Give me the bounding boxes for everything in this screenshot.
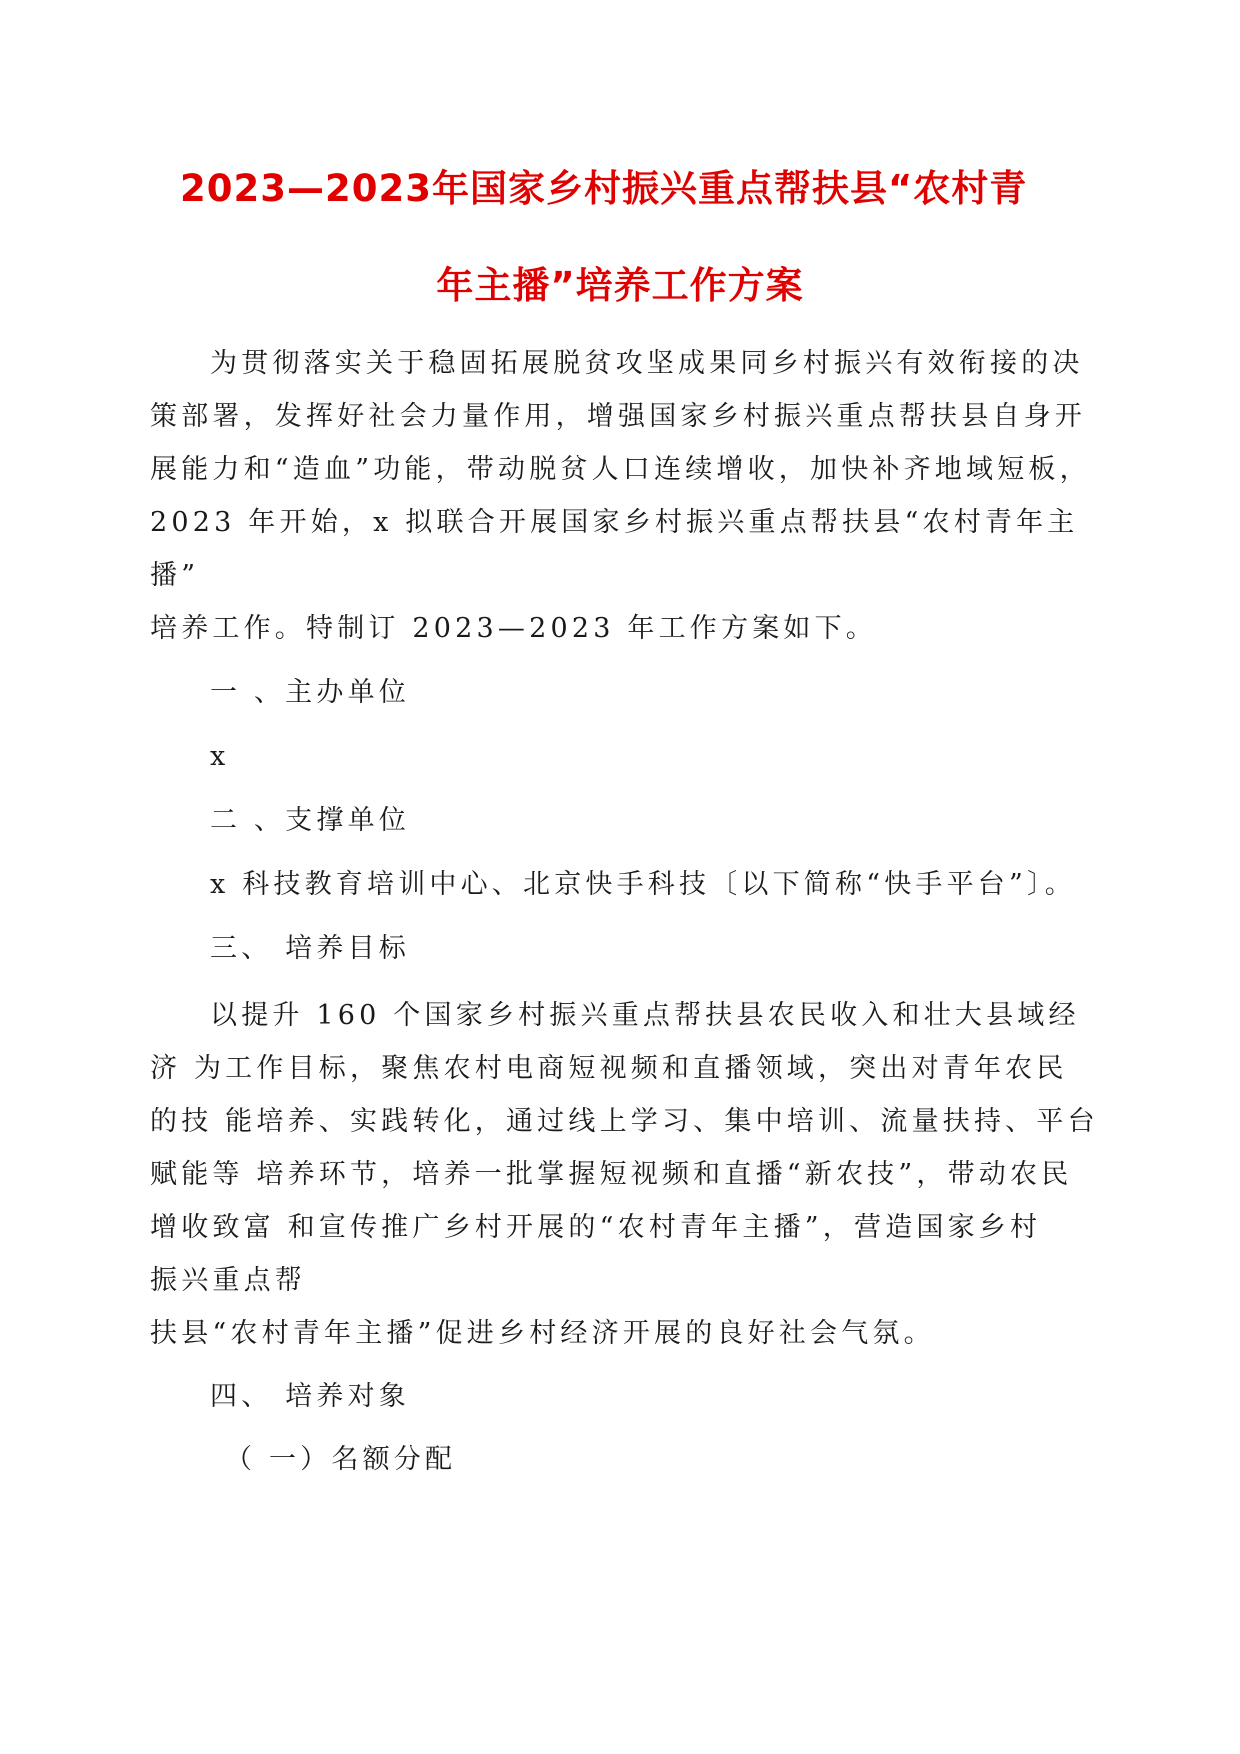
section-4-heading: 四、 培养对象 [210, 1381, 410, 1412]
section-3-line-7: 扶县“农村青年主播”促进乡村经济开展的良好社会气氛。 [150, 1318, 935, 1349]
section-3-line-4: 赋能等 培养环节，培养一批掌握短视频和直播“新农技”，带动农民 [150, 1159, 1073, 1190]
section-1-heading: 一 、主办单位 [210, 677, 410, 708]
section-1-body: x [210, 741, 230, 772]
intro-line-2: 策部署，发挥好社会力量作用，增强国家乡村振兴重点帮扶县自身开 [150, 401, 1086, 432]
document-title-line-1: 2023—2023年国家乡村振兴重点帮扶县“农村青 [180, 167, 1028, 210]
section-2-heading: 二 、支撑单位 [210, 805, 410, 836]
section-3-line-3: 的技 能培养、实践转化，通过线上学习、集中培训、流量扶持、平台 [150, 1106, 1099, 1137]
intro-line-1: 为贯彻落实关于稳固拓展脱贫攻坚成果同乡村振兴有效衔接的决 [210, 348, 1084, 379]
intro-line-4: 2023 年开始，x 拟联合开展国家乡村振兴重点帮扶县“农村青年主 [150, 507, 1079, 538]
intro-line-3: 展能力和“造血”功能，带动脱贫人口连续增收，加快补齐地域短板， [150, 454, 1091, 485]
document-title-line-2: 年主播”培养工作方案 [436, 264, 804, 307]
section-3-heading: 三、 培养目标 [210, 933, 410, 964]
section-3-line-6: 振兴重点帮 [150, 1265, 306, 1296]
section-4-subheading: （ 一）名额分配 [225, 1444, 457, 1475]
section-3-line-5: 增收致富 和宣传推广乡村开展的“农村青年主播”，营造国家乡村 [150, 1212, 1042, 1243]
section-2-body: x 科技教育培训中心、北京快手科技〔以下简称“快手平台”〕。 [210, 869, 1076, 900]
intro-line-5: 播” [150, 560, 200, 591]
section-3-line-2: 济 为工作目标，聚焦农村电商短视频和直播领域，突出对青年农民 [150, 1053, 1068, 1084]
section-3-line-1: 以提升 160 个国家乡村振兴重点帮扶县农民收入和壮大县域经 [210, 1000, 1080, 1031]
intro-line-6: 培养工作。特制订 2023—2023 年工作方案如下。 [150, 613, 877, 644]
